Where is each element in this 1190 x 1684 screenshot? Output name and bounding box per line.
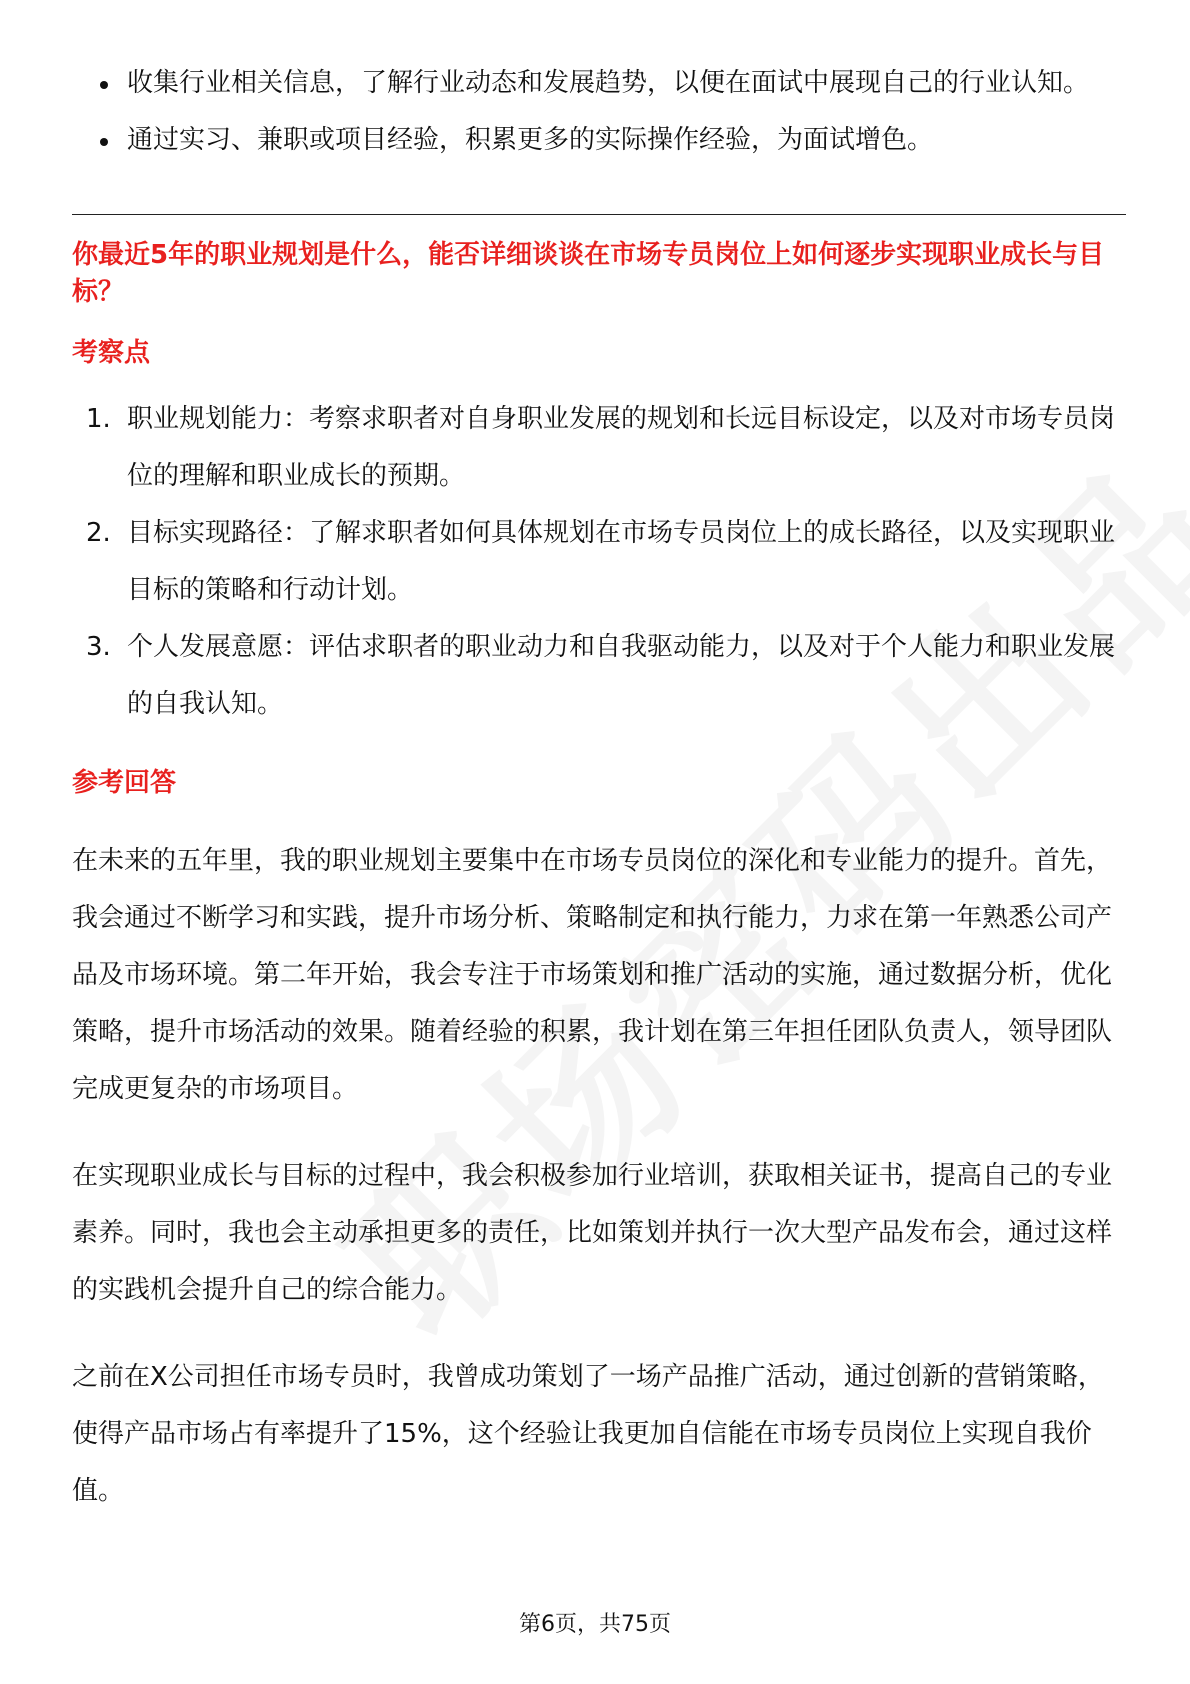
- answer-paragraph: 在实现职业成长与目标的过程中，我会积极参加行业培训，获取相关证书，提高自己的专业素养。同时，我也会主动承担更多的责任，比如策划并执行一次大型产品发布会，通过这样的实践机会提升自己的综合能力。: [72, 1161, 1113, 1305]
- bullet-dot-icon: [100, 81, 108, 89]
- bullet-dot-icon: [100, 138, 108, 146]
- list-item: [72, 619, 1126, 733]
- item-number: 1.: [86, 404, 111, 434]
- answer-paragraph: 之前在X公司担任市场专员时，我曾成功策划了一场产品推广活动，通过创新的营销策略，使得产品市场占有率提升了15%，这个经验让我更加自信能在市场专员岗位上实现自我价值。: [72, 1362, 1104, 1506]
- bullet-text: 收集行业相关信息，了解行业动态和发展趋势，以便在面试中展现自己的行业认知。: [127, 68, 1090, 98]
- document-page: [72, 55, 1126, 1520]
- list-item: [72, 112, 1126, 169]
- section-divider: [72, 214, 1126, 215]
- interview-question: 你最近5年的职业规划是什么，能否详细谈谈在市场专员岗位上如何逐步实现职业成长与目标？: [72, 240, 1105, 307]
- exam-points-list: [72, 391, 1126, 733]
- item-number: 2.: [86, 518, 111, 548]
- list-item: [72, 391, 1126, 505]
- item-text: 职业规划能力：考察求职者对自身职业发展的规划和长远目标设定，以及对市场专员岗位的理解和职业成长的预期。: [127, 404, 1116, 491]
- reference-answer-heading: 参考回答: [72, 768, 177, 798]
- item-text: 个人发展意愿：评估求职者的职业动力和自我驱动能力，以及对于个人能力和职业发展的自我认知。: [127, 632, 1116, 719]
- tips-bullet-list: [72, 55, 1126, 169]
- answer-paragraph: 在未来的五年里，我的职业规划主要集中在市场专员岗位的深化和专业能力的提升。首先，我会通过不断学习和实践，提升市场分析、策略制定和执行能力，力求在第一年熟悉公司产品及市场环境。第二年开始，我会专注于市场策划和推广活动的实施，通过数据分析，优化策略，提升市场活动的效果。随着经验的积累，我计划在第三年担任团队负责人，领导团队完成更复杂的市场项目。: [72, 846, 1113, 1104]
- item-number: 3.: [86, 632, 111, 662]
- exam-points-heading: 考察点: [72, 338, 151, 368]
- item-text: 目标实现路径：了解求职者如何具体规划在市场专员岗位上的成长路径，以及实现职业目标的策略和行动计划。: [127, 518, 1116, 605]
- list-item: [72, 505, 1126, 619]
- page-number-footer: 第6页，共75页: [519, 1612, 671, 1637]
- list-item: [72, 55, 1126, 112]
- bullet-text: 通过实习、兼职或项目经验，积累更多的实际操作经验，为面试增色。: [127, 125, 934, 155]
